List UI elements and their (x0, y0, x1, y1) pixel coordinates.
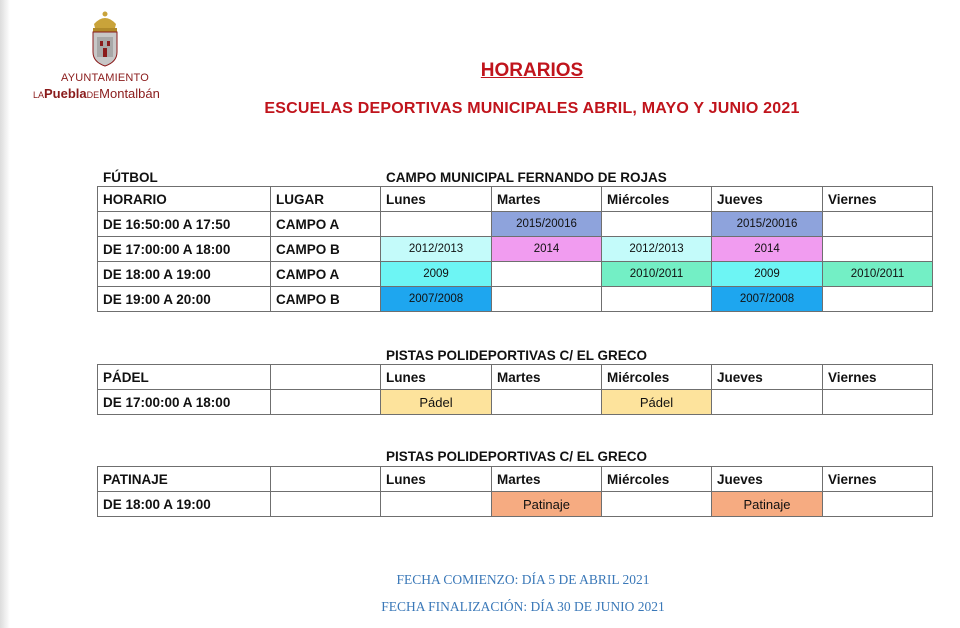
cell-martes: Patinaje (492, 492, 602, 517)
table-row (98, 212, 933, 237)
cell-lunes: 2012/2013 (381, 237, 492, 262)
cell-lunes: Pádel (381, 390, 492, 415)
header-viernes: Viernes (823, 467, 933, 492)
header-jueves: Jueves (712, 467, 823, 492)
row-lugar: CAMPO B (271, 237, 381, 262)
cell-martes (492, 262, 602, 287)
table-header-row (98, 365, 933, 390)
header-lunes: Lunes (381, 467, 492, 492)
cell-miercoles (602, 287, 712, 312)
cell-viernes: 2010/2011 (823, 262, 933, 287)
page-subtitle: ESCUELAS DEPORTIVAS MUNICIPALES ABRIL, MAYO Y JUNIO 2021 (264, 100, 800, 117)
cell-lunes: 2007/2008 (381, 287, 492, 312)
row-horario: DE 17:00:00 A 18:00 (98, 390, 271, 415)
header-jueves: Jueves (712, 365, 823, 390)
header-lunes: Lunes (381, 187, 492, 212)
table-row (98, 492, 933, 517)
cell-martes: 2014 (492, 237, 602, 262)
patinaje-schedule-table (97, 466, 933, 517)
header-miercoles: Miércoles (602, 187, 712, 212)
header-viernes: Viernes (823, 187, 933, 212)
row-lugar: CAMPO B (271, 287, 381, 312)
row-horario: DE 16:50:00 A 17:50 (98, 212, 271, 237)
table-row (98, 237, 933, 262)
cell-jueves: 2015/20016 (712, 212, 823, 237)
page-edge (0, 0, 10, 628)
row-lugar (271, 492, 381, 517)
header-empty (271, 365, 381, 390)
header-viernes: Viernes (823, 365, 933, 390)
header-martes: Martes (492, 467, 602, 492)
header-lunes: Lunes (381, 365, 492, 390)
cell-miercoles (602, 212, 712, 237)
header-empty (271, 467, 381, 492)
logo-text-ayuntamiento: AYUNTAMIENTO (61, 72, 149, 84)
cell-martes: 2015/20016 (492, 212, 602, 237)
row-lugar: CAMPO A (271, 212, 381, 237)
futbol-schedule-table (97, 186, 933, 312)
cell-miercoles (602, 492, 712, 517)
cell-viernes (823, 390, 933, 415)
row-lugar (271, 390, 381, 415)
table-row (98, 262, 933, 287)
row-horario: DE 17:00:00 A 18:00 (98, 237, 271, 262)
padel-venue: PISTAS POLIDEPORTIVAS C/ EL GRECO (386, 348, 648, 363)
cell-jueves (712, 390, 823, 415)
logo-text-town: LAPueblaDEMontalbán (33, 86, 160, 101)
cell-lunes: 2009 (381, 262, 492, 287)
cell-viernes (823, 237, 933, 262)
header-sport: PATINAJE (98, 467, 271, 492)
header-martes: Martes (492, 187, 602, 212)
cell-jueves: 2009 (712, 262, 823, 287)
cell-jueves: Patinaje (712, 492, 823, 517)
header-sport: PÁDEL (98, 365, 271, 390)
cell-lunes (381, 492, 492, 517)
end-date: FECHA FINALIZACIÓN: DÍA 30 DE JUNIO 2021 (381, 599, 665, 614)
table-header-row (98, 467, 933, 492)
padel-schedule-table (97, 364, 933, 415)
cell-viernes (823, 287, 933, 312)
header-miercoles: Miércoles (602, 365, 712, 390)
cell-martes (492, 390, 602, 415)
table-row (98, 390, 933, 415)
table-row (98, 287, 933, 312)
start-date: FECHA COMIENZO: DÍA 5 DE ABRIL 2021 (396, 572, 650, 587)
futbol-venue: CAMPO MUNICIPAL FERNANDO DE ROJAS (386, 170, 667, 185)
cell-lunes (381, 212, 492, 237)
cell-viernes (823, 492, 933, 517)
cell-jueves: 2007/2008 (712, 287, 823, 312)
page-title: HORARIOS (480, 60, 584, 81)
header-miercoles: Miércoles (602, 467, 712, 492)
row-horario: DE 18:00 A 19:00 (98, 262, 271, 287)
futbol-sport-label: FÚTBOL (103, 170, 158, 185)
header-lugar: LUGAR (271, 187, 381, 212)
row-horario: DE 18:00 A 19:00 (98, 492, 271, 517)
table-header-row (98, 187, 933, 212)
row-horario: DE 19:00 A 20:00 (98, 287, 271, 312)
cell-miercoles: 2010/2011 (602, 262, 712, 287)
header-horario: HORARIO (98, 187, 271, 212)
header-jueves: Jueves (712, 187, 823, 212)
cell-martes (492, 287, 602, 312)
cell-viernes (823, 212, 933, 237)
patinaje-venue: PISTAS POLIDEPORTIVAS C/ EL GRECO (386, 449, 648, 464)
header-martes: Martes (492, 365, 602, 390)
cell-miercoles: 2012/2013 (602, 237, 712, 262)
cell-jueves: 2014 (712, 237, 823, 262)
row-lugar: CAMPO A (271, 262, 381, 287)
cell-miercoles: Pádel (602, 390, 712, 415)
